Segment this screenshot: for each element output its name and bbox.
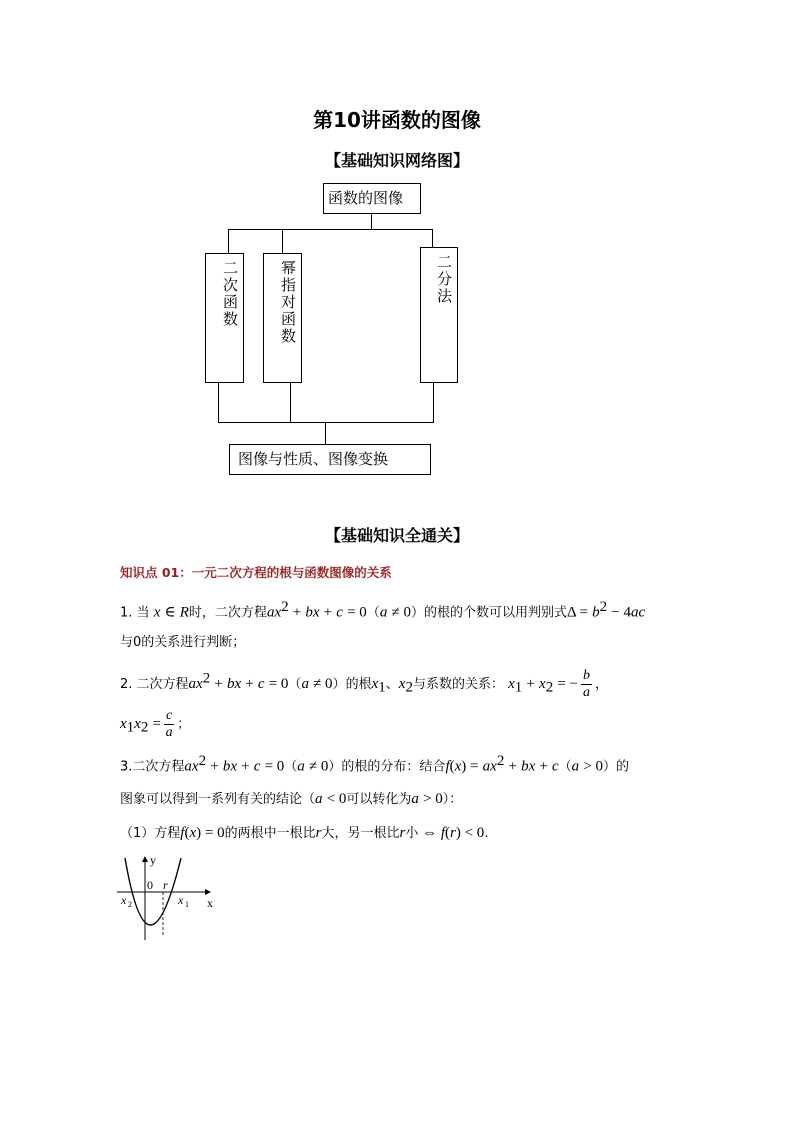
text: 大，另一根比 (321, 826, 400, 841)
paragraph-1-line-1: 1. 当 x ∈ R时，二次方程$ax^2$ + bx + c = 0（a ≠ 0）的根的个数可以用判别式$\Delta = b^2 - 4ac$ (120, 599, 646, 621)
connector-line (432, 229, 433, 248)
diagram-node-bisection: 二分法 (420, 247, 458, 383)
text: （ (288, 677, 302, 692)
text: （ (558, 759, 572, 775)
text: 与系数的关系： (412, 677, 504, 692)
connector-line (290, 383, 291, 423)
x1-label: x (178, 893, 184, 907)
text: ； (177, 717, 191, 732)
text: 2. 二次方程 (120, 677, 189, 692)
x2-label: x (121, 893, 127, 907)
paragraph-2-line-2: $x_1x_2$ = $\frac{c}{a}$ ； (120, 708, 191, 740)
text: 图象可以得到一系列有关的结论（ (120, 792, 316, 807)
diagram-node-bottom: 图像与性质、图像变换 (229, 444, 431, 475)
text: 3.二次方程 (120, 759, 185, 775)
x1-subscript: 1 (185, 900, 189, 909)
text: 可以转化为 (346, 792, 412, 807)
connector-line (228, 229, 229, 254)
text: 时，二次方程 (188, 605, 267, 621)
paragraph-2-line-1: 2. 二次方程$ax^2$ + bx + c = 0（a ≠ 0）的根$x_1$、$x_2$与系数的关系： $x_1 + x_2$ = − $\frac{b}{a}$ ， (120, 668, 609, 700)
diagram-node-quadratic: 二次函数 (205, 253, 244, 383)
text: （1）方程 (120, 826, 181, 841)
section-heading-network: 【基础知识网络图】 (324, 151, 469, 170)
x2-subscript: 2 (128, 900, 132, 909)
paragraph-3-line-2: 图象可以得到一系列有关的结论（a < 0可以转化为a > 0）： (120, 791, 463, 807)
text: （ (366, 605, 380, 621)
origin-label: 0 (147, 878, 153, 892)
text: （ (284, 759, 298, 775)
x-axis-arrow (205, 889, 211, 895)
connector-line (218, 383, 219, 423)
r-label: r (163, 878, 168, 892)
text: ， (595, 677, 609, 692)
connector-line (228, 229, 433, 230)
connector-line (325, 422, 326, 444)
text: 1. 当 (120, 605, 150, 621)
connector-line (371, 214, 372, 230)
text: ）的根 (332, 677, 372, 692)
text: ）的根的个数可以用判别式 (410, 605, 567, 621)
diagram-node-top: 函数的图像 (323, 183, 421, 214)
paragraph-4-line-1: （1）方程f(x) = 0的两根中一根比r大，另一根比r小 ⇔ f(r) < 0. (120, 825, 489, 841)
section-heading-knowledge: 【基础知识全通关】 (324, 526, 469, 545)
parabola-graph (115, 852, 215, 944)
text: ）的根的分布：结合 (328, 759, 446, 775)
connector-line (218, 422, 434, 423)
y-axis-label: y (150, 853, 156, 867)
y-axis-arrow (142, 856, 148, 862)
diagram-node-power-exp-log: 幂指对函数 (263, 253, 302, 383)
connector-line (433, 383, 434, 423)
connector-line (282, 229, 283, 254)
x-axis-label: x (207, 896, 213, 910)
text: . (484, 826, 489, 841)
text: 的两根中一根比 (224, 826, 316, 841)
text: 小 (405, 826, 419, 841)
text: 、 (385, 677, 399, 692)
paragraph-1-line-2: 与0的关系进行判断； (120, 635, 246, 650)
text: ）： (442, 792, 463, 807)
paragraph-3-line-1: 3.二次方程$ax^2$ + bx + c = 0（a ≠ 0）的根的分布：结合$f(x) = ax^2$ + bx + c（a > 0）的 (120, 753, 630, 775)
knowledge-point-heading: 知识点 01：一元二次方程的根与函数图像的关系 (120, 565, 392, 580)
text: ）的 (603, 759, 630, 775)
page-title: 第10讲函数的图像 (313, 108, 481, 132)
